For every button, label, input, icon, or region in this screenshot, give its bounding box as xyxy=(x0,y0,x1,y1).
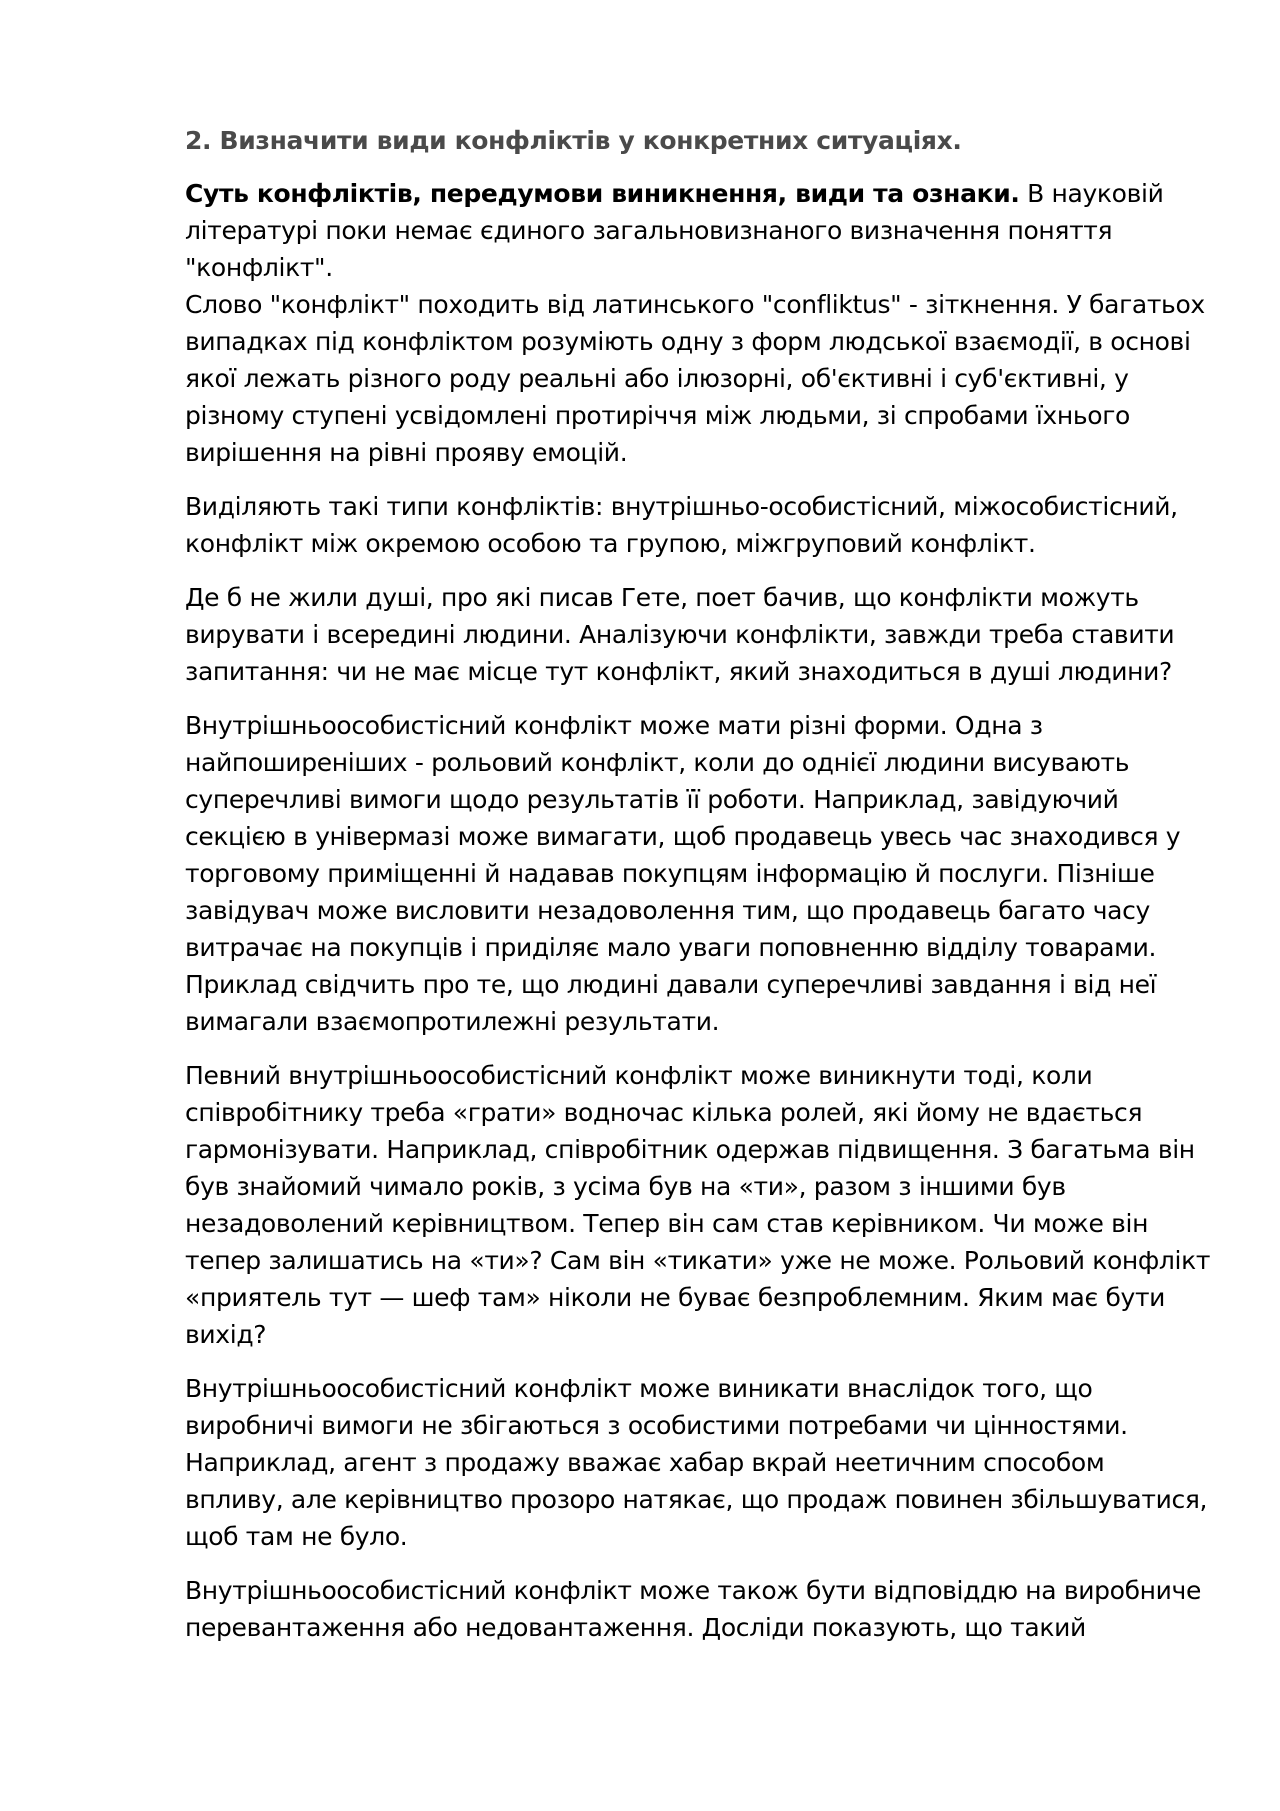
document-body xyxy=(185,122,1211,1663)
paragraph-line: незадоволений керівництвом. Тепер він сам став керівником. Чи може він xyxy=(185,1209,1149,1238)
section-heading: 2. Визначити види конфліктів у конкретних ситуаціях. xyxy=(185,126,962,155)
paragraph-line: вихід? xyxy=(185,1320,267,1349)
paragraph-line: впливу, але керівництво прозоро натякає, що продаж повинен збільшуватися, xyxy=(185,1485,1208,1514)
paragraph-line xyxy=(185,175,1195,212)
paragraph-line: вирувати і всередині людини. Аналізуючи конфлікти, завжди треба ставити xyxy=(185,620,1175,649)
paragraph-types xyxy=(185,488,1195,562)
paragraph-line: завідувач може висловити незадоволення тим, що продавець багато часу xyxy=(185,896,1150,925)
paragraph-line: запитання: чи не має місце тут конфлікт, який знаходиться в душі людини? xyxy=(185,657,1172,686)
paragraph-line: якої лежать різного роду реальні або ілюзорні, об'єктивні і суб'єктивні, у xyxy=(185,364,1129,393)
paragraph-line: вимагали взаємопротилежні результати. xyxy=(185,1007,720,1036)
paragraph-line: Слово "конфлікт" походить від латинського "confliktus" - зіткнення. У багатьох xyxy=(185,290,1205,319)
paragraph-line: тепер залишатись на «ти»? Сам він «тикати» уже не може. Рольовий конфлікт xyxy=(185,1246,1211,1275)
paragraph-line: вирішення на рівні прояву емоцій. xyxy=(185,438,628,467)
paragraph-multiple-roles xyxy=(185,1057,1211,1353)
paragraph-line: секцією в універмазі може вимагати, щоб продавець увесь час знаходився у xyxy=(185,822,1181,851)
paragraph-line: Де б не жили душі, про які писав Гете, поет бачив, що конфлікти можуть xyxy=(185,583,1139,612)
paragraph-line: Внутрішньоособистісний конфлікт може виникати внаслідок того, що xyxy=(185,1374,1093,1403)
paragraph-line: перевантаження або недовантаження. Досліди показують, що такий xyxy=(185,1613,1086,1642)
paragraph-line: щоб там не було. xyxy=(185,1522,408,1551)
paragraph-etymology xyxy=(185,286,1205,471)
paragraph-line: Певний внутрішньоособистісний конфлікт може виникнути тоді, коли xyxy=(185,1061,1093,1090)
paragraph-line: виробничі вимоги не збігаються з особистими потребами чи цінностями. xyxy=(185,1411,1128,1440)
paragraph-line: співробітнику треба «грати» водночас кілька ролей, які йому не вдається xyxy=(185,1098,1143,1127)
paragraph-line: гармонізувати. Наприклад, співробітник одержав підвищення. З багатьма він xyxy=(185,1135,1195,1164)
paragraph-workload xyxy=(185,1572,1201,1646)
paragraph-line: суперечливі вимоги щодо результатів її роботи. Наприклад, завідуючий xyxy=(185,785,1119,814)
paragraph-line: Внутрішньоособистісний конфлікт може мати різні форми. Одна з xyxy=(185,711,1043,740)
paragraph-line: літературі поки немає єдиного загальновизнаного визначення поняття xyxy=(185,216,1113,245)
paragraph-line: торговому приміщенні й надавав покупцям інформацію й послуги. Пізніше xyxy=(185,859,1155,888)
lead-in-bold: Суть конфліктів, передумови виникнення, види та ознаки. xyxy=(185,179,1020,208)
paragraph-line: «приятель тут — шеф там» ніколи не буває безпроблемним. Яким має бути xyxy=(185,1283,1166,1312)
paragraph-role-conflict xyxy=(185,707,1195,1040)
line-text: В науковій xyxy=(1019,179,1164,208)
paragraph-line: був знайомий чимало років, з усіма був на «ти», разом з іншими був xyxy=(185,1172,1066,1201)
paragraph-line: Наприклад, агент з продажу вважає хабар вкрай неетичним способом xyxy=(185,1448,1105,1477)
paragraph-line: різному ступені усвідомлені протиріччя між людьми, зі спробами їхнього xyxy=(185,401,1130,430)
paragraph-line: випадках під конфліктом розуміють одну з форм людської взаємодії, в основі xyxy=(185,327,1191,356)
paragraph-definition xyxy=(185,175,1195,286)
paragraph-line: Приклад свідчить про те, що людині давали суперечливі завдання і від неї xyxy=(185,970,1157,999)
paragraph-line: "конфлікт". xyxy=(185,253,333,282)
paragraph-line: конфлікт між окремою особою та групою, міжгруповий конфлікт. xyxy=(185,529,1036,558)
paragraph-line: найпоширеніших - рольовий конфлікт, коли до однієї людини висувають xyxy=(185,748,1130,777)
paragraph-line: Виділяють такі типи конфліктів: внутрішньо-особистісний, міжособистісний, xyxy=(185,492,1178,521)
paragraph-line: витрачає на покупців і приділяє мало уваги поповненню відділу товарами. xyxy=(185,933,1157,962)
paragraph-values-conflict xyxy=(185,1370,1208,1555)
paragraph-line: Внутрішньоособистісний конфлікт може також бути відповіддю на виробниче xyxy=(185,1576,1201,1605)
paragraph-goethe xyxy=(185,579,1195,690)
